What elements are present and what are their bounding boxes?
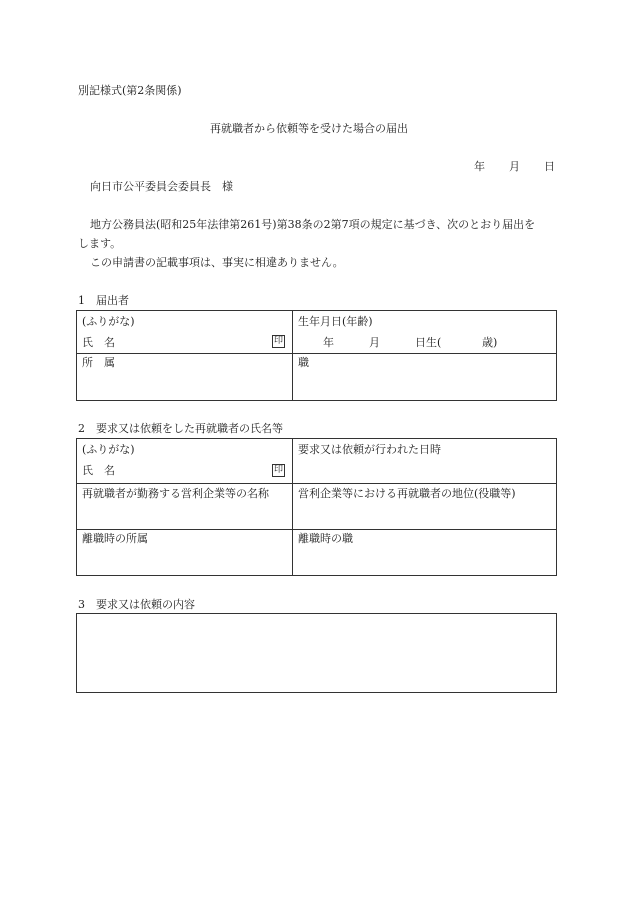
s2-datetime-label: 要求又は依頼が行われた日時 <box>298 443 441 456</box>
s2-former-affiliation-label: 離職時の所属 <box>82 532 148 545</box>
date-year: 年 <box>474 160 485 173</box>
form-label: 別記様式(第2条関係) <box>78 84 182 97</box>
s1-affiliation-label: 所 属 <box>82 356 115 369</box>
body-line-2: します。 <box>78 237 122 250</box>
s1-age: 歳) <box>482 336 498 349</box>
s1-birth-month: 月 <box>369 336 380 349</box>
s1-birth-year: 年 <box>323 336 334 349</box>
s1-name-label: 氏 名 <box>82 336 115 349</box>
addressee: 向日市公平委員会委員長 様 <box>90 180 233 193</box>
s1-position-label: 職 <box>298 356 309 369</box>
s2-company-name-label: 再就職者が勤務する営利企業等の名称 <box>82 487 269 500</box>
section1-divider-v <box>292 310 293 401</box>
section2-divider-v <box>292 438 293 576</box>
body-line-1: 地方公務員法(昭和25年法律第261号)第38条の2第7項の規定に基づき、次のとおり届出を <box>90 218 536 231</box>
section2-divider-h1 <box>76 483 557 484</box>
page-title: 再就職者から依頼等を受けた場合の届出 <box>210 122 408 135</box>
section1-heading: 1 届出者 <box>78 294 129 307</box>
date-month: 月 <box>509 160 520 173</box>
section2-table <box>76 438 557 576</box>
s2-company-position-label: 営利企業等における再就職者の地位(役職等) <box>298 487 516 500</box>
s1-furigana-label: (ふりがな) <box>82 315 135 328</box>
section3-content-box <box>76 613 557 693</box>
section1-divider-h <box>76 353 557 354</box>
s1-birth-day: 日生( <box>415 336 442 349</box>
s2-name-label: 氏 名 <box>82 464 115 477</box>
section2-divider-h2 <box>76 529 557 530</box>
body-line-3: この申請書の記載事項は、事実に相違ありません。 <box>90 256 344 269</box>
s1-birth-label: 生年月日(年齢) <box>298 315 373 328</box>
s1-seal-mark: 印 <box>273 336 283 346</box>
s2-seal-mark: 印 <box>273 465 283 475</box>
section3-heading: 3 要求又は依頼の内容 <box>78 598 195 611</box>
s2-former-position-label: 離職時の職 <box>298 532 353 545</box>
date-day: 日 <box>544 160 555 173</box>
section2-heading: 2 要求又は依頼をした再就職者の氏名等 <box>78 422 283 435</box>
s2-furigana-label: (ふりがな) <box>82 443 135 456</box>
